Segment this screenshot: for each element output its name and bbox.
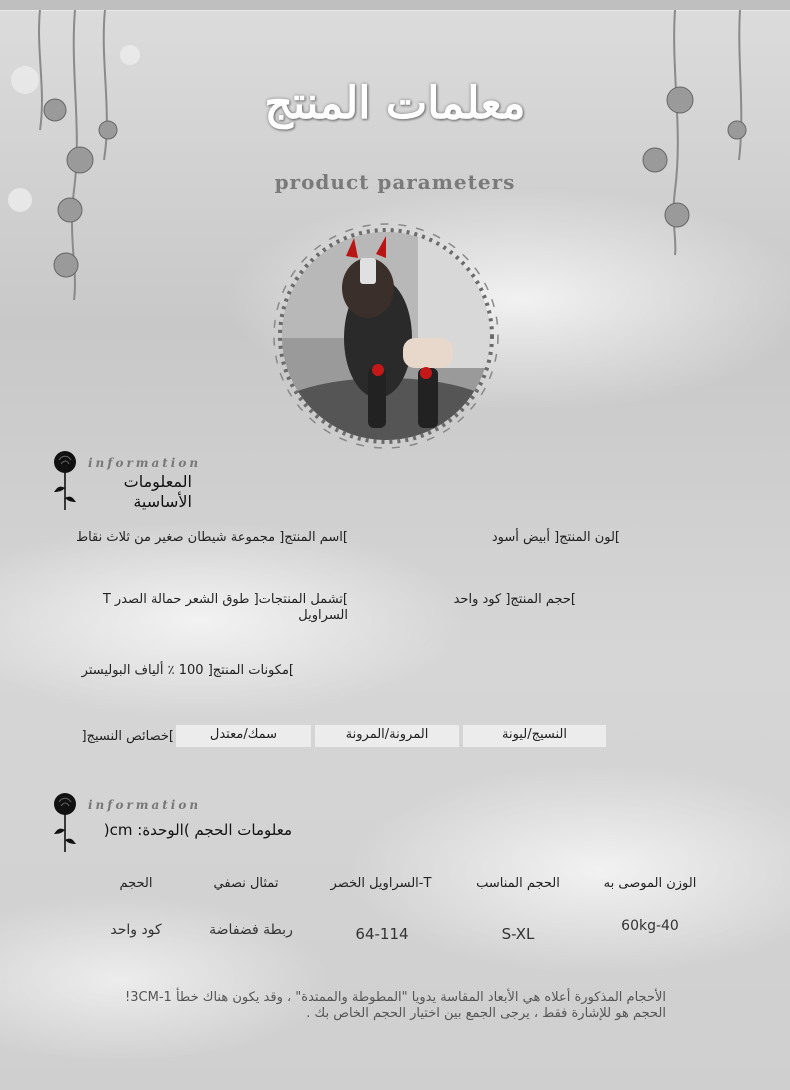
rose-vine-left-decoration [0, 10, 150, 310]
size-value-size: كود واحد [110, 922, 162, 938]
product-photo [268, 218, 504, 454]
info-tag: information [88, 456, 202, 470]
size-value-fit: S-XL [501, 925, 535, 943]
fabric-tag-thickness: سمك/معتدل [176, 725, 311, 747]
product-name: ]اسم المنتج[ مجموعة شيطان صغير من ثلاث نقاط [76, 530, 348, 545]
info-tag: information [88, 798, 202, 812]
fabric-tag-elasticity: المرونة/المرونة [315, 725, 459, 747]
product-material: ]مكونات المنتج[ 100 ٪ ألياف البوليستر [81, 663, 294, 678]
size-value-weight: 60kg-40 [621, 918, 679, 934]
basic-info-heading: المعلومات الأساسية [123, 472, 192, 511]
size-header-fit: الحجم المناسب [476, 876, 560, 891]
product-includes: ]تشمل المنتجات[ طوق الشعر حمالة الصدر T السراويل [102, 592, 348, 623]
product-size: ]حجم المنتج[ كود واحد [453, 592, 576, 607]
rose-vine-right-decoration [625, 10, 765, 260]
size-value-waist: 64-114 [355, 925, 409, 943]
size-disclaimer-note: الأحجام المذكورة أعلاه هي الأبعاد المقاسة يدويا "المطوطة والممتدة" ، وقد يكون هناك خطأ 1-3CM! الحجم هو للإشارة فقط ، يرجى الجمع بين اختيار الحجم الخاص بك . [125, 990, 666, 1021]
size-header-bust: تمثال نصفي [213, 876, 279, 891]
page-subtitle: product parameters [274, 170, 516, 194]
rose-icon [50, 450, 80, 512]
page-title: معلمات المنتج [264, 78, 526, 129]
size-value-bust: ربطة فضفاضة [209, 922, 293, 938]
fabric-tag-softness: النسيج/ليونة [463, 725, 606, 747]
size-header-waist: T-السراويل الخصر [330, 876, 432, 891]
size-info-heading: معلومات الحجم )الوحدة: cm( [103, 821, 292, 839]
rose-icon [50, 792, 80, 854]
product-color: ]لون المنتج[ أبيض أسود [491, 530, 620, 545]
size-header-weight: الوزن الموصى به [603, 876, 697, 891]
fabric-label: ]خصائص النسيج[ [81, 729, 174, 744]
size-header-size: الحجم [119, 876, 153, 891]
